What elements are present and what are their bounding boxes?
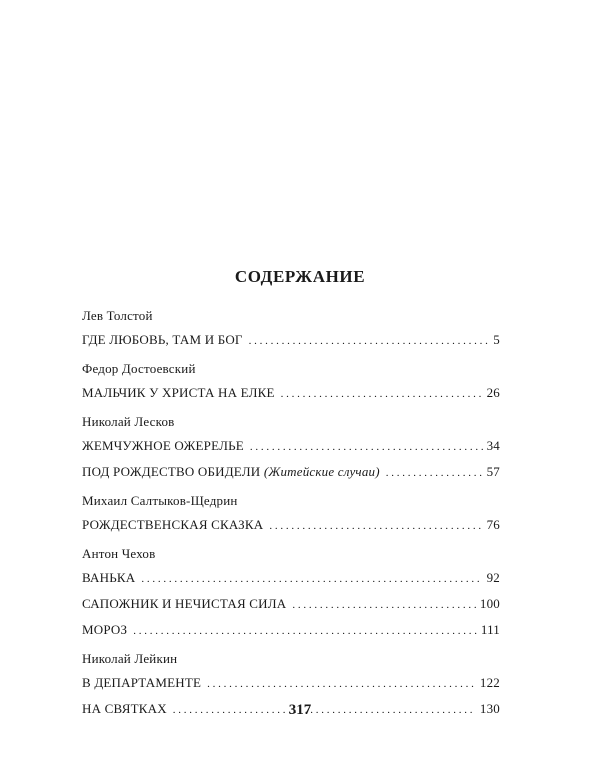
- author-name: Михаил Салтыков-Щедрин: [82, 493, 238, 508]
- dot-leader: [249, 332, 490, 350]
- entry-title: В ДЕПАРТАМЕНТЕ: [82, 675, 202, 690]
- entry-title: РОЖДЕСТВЕНСКАЯ СКАЗКА: [82, 517, 264, 532]
- toc-section: [82, 307, 500, 350]
- toc-entry[interactable]: [82, 595, 500, 614]
- toc-entry[interactable]: [82, 463, 500, 482]
- dot-leader: [386, 464, 483, 482]
- toc-section: [82, 360, 500, 403]
- dot-leader: [207, 675, 476, 693]
- entry-page: 57: [486, 464, 500, 479]
- entry-page: 26: [486, 385, 500, 400]
- entry-page: 111: [480, 622, 500, 637]
- entry-page: 92: [486, 570, 500, 585]
- dot-leader: [250, 438, 483, 456]
- author-name: Антон Чехов: [82, 546, 156, 561]
- entry-title: ЖЕМЧУЖНОЕ ОЖЕРЕЛЬЕ: [82, 438, 244, 453]
- dot-leader: [269, 517, 482, 535]
- entry-title: ГДЕ ЛЮБОВЬ, ТАМ И БОГ: [82, 332, 243, 347]
- entry-page: 122: [479, 675, 500, 690]
- entry-title: ВАНЬКА: [82, 570, 136, 585]
- toc-entry[interactable]: [82, 331, 500, 350]
- toc-entry[interactable]: [82, 437, 500, 456]
- entry-subtitle: (Житейские случаи): [263, 464, 380, 479]
- toc-entry[interactable]: [82, 384, 500, 403]
- entry-title: НА СВЯТКАХ: [82, 701, 167, 716]
- author-name: Николай Лесков: [82, 414, 175, 429]
- toc-section: [82, 413, 500, 482]
- entry-page: 5: [493, 332, 500, 347]
- entry-page: 76: [486, 517, 500, 532]
- toc-entry[interactable]: [82, 569, 500, 588]
- entry-title-wrap: [82, 463, 380, 481]
- entry-title: МАЛЬЧИК У ХРИСТА НА ЕЛКЕ: [82, 385, 275, 400]
- entry-page: 100: [479, 596, 500, 611]
- dot-leader: [281, 385, 483, 403]
- toc-entry[interactable]: [82, 621, 500, 640]
- toc-entry[interactable]: [82, 674, 500, 693]
- dot-leader: [292, 596, 476, 614]
- author-name: Николай Лейкин: [82, 651, 178, 666]
- table-of-contents: [82, 307, 500, 729]
- entry-title: ПОД РОЖДЕСТВО ОБИДЕЛИ: [82, 464, 261, 479]
- toc-section: [82, 492, 500, 535]
- entry-page: 34: [486, 438, 500, 453]
- dot-leader: [133, 622, 477, 640]
- dot-leader: [141, 570, 482, 588]
- entry-title: САПОЖНИК И НЕЧИСТАЯ СИЛА: [82, 596, 287, 611]
- author-name: Федор Достоевский: [82, 361, 196, 376]
- toc-heading: СОДЕРЖАНИЕ: [234, 267, 366, 286]
- toc-entry[interactable]: [82, 516, 500, 535]
- entry-title: МОРОЗ: [82, 622, 128, 637]
- entry-page: 130: [479, 701, 500, 716]
- page-number: 317: [288, 702, 312, 718]
- toc-section: [82, 545, 500, 640]
- author-name: Лев Толстой: [82, 308, 153, 323]
